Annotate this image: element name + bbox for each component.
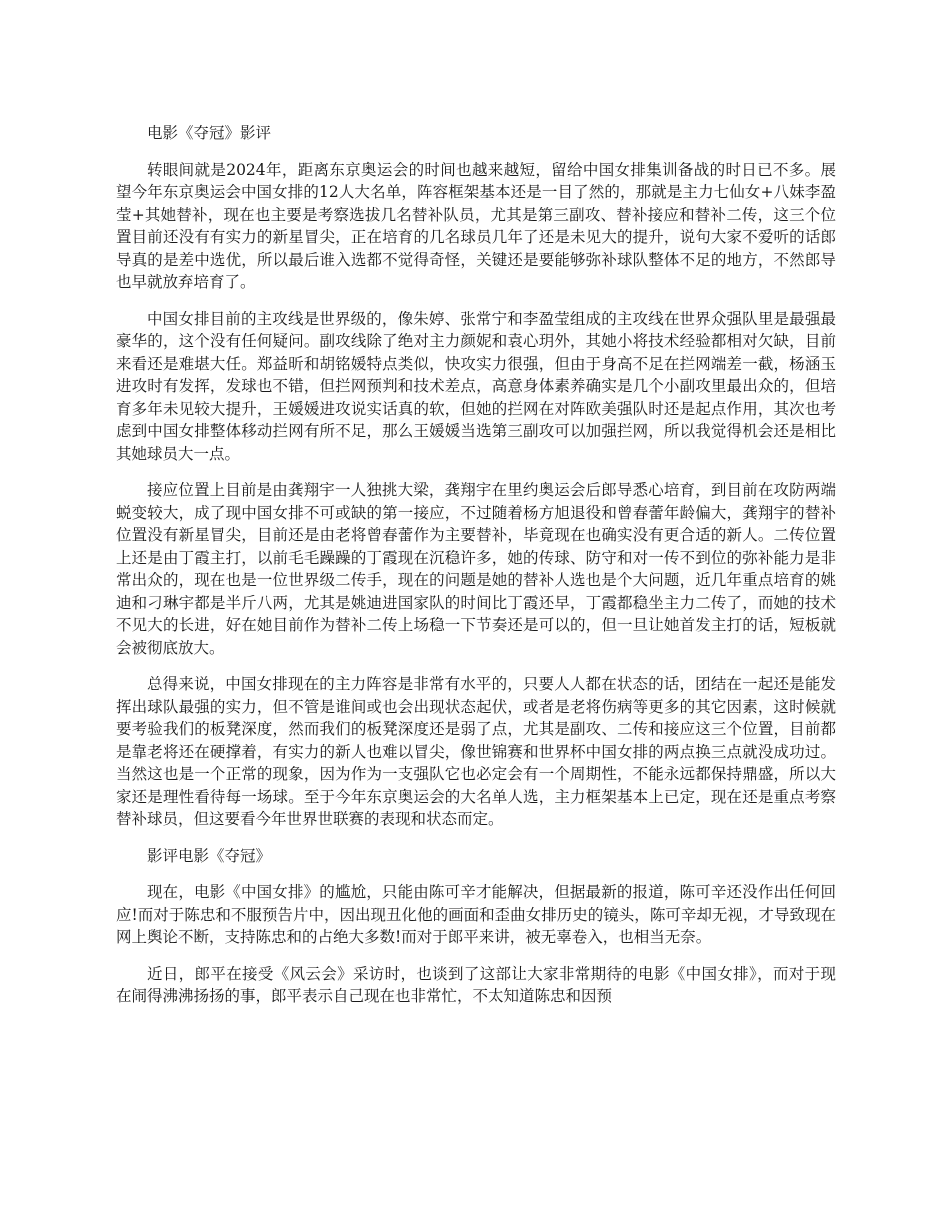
section-title: 电影《夺冠》影评 bbox=[147, 124, 272, 142]
paragraph: 现在，电影《中国女排》的尴尬，只能由陈可辛才能解决，但据最新的报道，陈可辛还没作出任何回应!而对于陈忠和不服预告片中，因出现丑化他的画面和歪曲女排历史的镜头，陈可辛却无视，才导致现在网上舆论不断，支持陈忠和的占绝大多数!而对于郎平来讲，被无辜卷入，也相当无奈。 bbox=[116, 883, 836, 946]
section-title: 影评电影《夺冠》 bbox=[147, 846, 272, 865]
paragraph: 中国女排目前的主攻线是世界级的，像朱婷、张常宁和李盈莹组成的主攻线在世界众强队里是最强最豪华的，这个没有任何疑问。副攻线除了绝对主力颜妮和袁心玥外，其她小将技术经验都相对欠缺，目前来看还是难堪大任。郑益昕和胡铭媛特点类似，快攻实力很强，但由于身高不足在拦网端差一截，杨涵玉进攻时有发挥，发球也不错，但拦网预判和技术差点，高意身体素养确实是几个小副攻里最出众的，但培育多年未见较大提升，王媛媛进攻说实话真的软，但她的拦网在对阵欧美强队时还是起点作用，其次也考虑到中国女排整体移动拦网有所不足，那么王媛媛当选第三副攻可以加强拦网，所以我觉得机会还是相比其她球员大一点。 bbox=[116, 309, 836, 463]
paragraph: 接应位置上目前是由龚翔宇一人独挑大梁，龚翔宇在里约奥运会后郎导悉心培育，到目前在攻防两端蜕变较大，成了现中国女排不可或缺的第一接应，不过随着杨方旭退役和曾春蕾年龄偏大，龚翔宇的替补位置没有新星冒尖，目前还是由老将曾春蕾作为主要替补，毕竟现在也确实没有更合适的新人。二传位置上还是由丁霞主打，以前毛毛躁躁的丁霞现在沉稳许多，她的传球、防守和对一传不到位的弥补能力是非常出众的，现在也是一位世界级二传手，现在的问题是她的替补人选也是个大问题，近几年重点培育的姚迪和刁琳宇都是半斤八两，尤其是姚迪进国家队的时间比丁霞还早，丁霞都稳坐主力二传了，而她的技术不见大的长进，好在她目前作为替补二传上场稳一下节奏还是可以的，但一旦让她首发主打的话，短板就会被彻底放大。 bbox=[116, 481, 836, 657]
paragraph: 转眼间就是2024年，距离东京奥运会的时间也越来越短，留给中国女排集训备战的时日已不多。展望今年东京奥运会中国女排的12人大名单，阵容框架基本还是一目了然的，那就是主力七仙女+八妹李盈莹+其她替补，现在也主要是考察选拔几名替补队员，尤其是第三副攻、替补接应和替补二传，这三个位置目前还没有有实力的新星冒尖，正在培育的几名球员几年了还是未见大的提升，说句大家不爱听的话郎导真的是差中选优，所以最后谁入选都不觉得奇怪，关键还是要能够弥补球队整体不足的地方，不然郎导也早就放弃培育了。 bbox=[116, 160, 836, 291]
paragraph: 近日，郎平在接受《风云会》采访时，也谈到了这部让大家非常期待的电影《中国女排》，而对于现在闹得沸沸扬扬的事，郎平表示自己现在也非常忙，不太知道陈忠和因预 bbox=[116, 964, 836, 1005]
document-body bbox=[116, 122, 836, 1022]
paragraph: 总得来说，中国女排现在的主力阵容是非常有水平的，只要人人都在状态的话，团结在一起还是能发挥出球队最强的实力，但不管是谁间或也会出现状态起伏，或者是老将伤病等更多的其它因素，这时候就要考验我们的板凳深度，然而我们的板凳深度还是弱了点，尤其是副攻、二传和接应这三个位置，目前都是靠老将还在硬撑着，有实力的新人也难以冒尖，像世锦赛和世界杯中国女排的两点换三点就没成功过。当然这也是一个正常的现象，因为作为一支强队它也必定会有一个周期性，不能永远都保持鼎盛，所以大家还是理性看待每一场球。至于今年东京奥运会的大名单人选，主力框架基本上已定，现在还是重点考察替补球员，但这要看今年世界世联赛的表现和状态而定。 bbox=[116, 675, 836, 828]
